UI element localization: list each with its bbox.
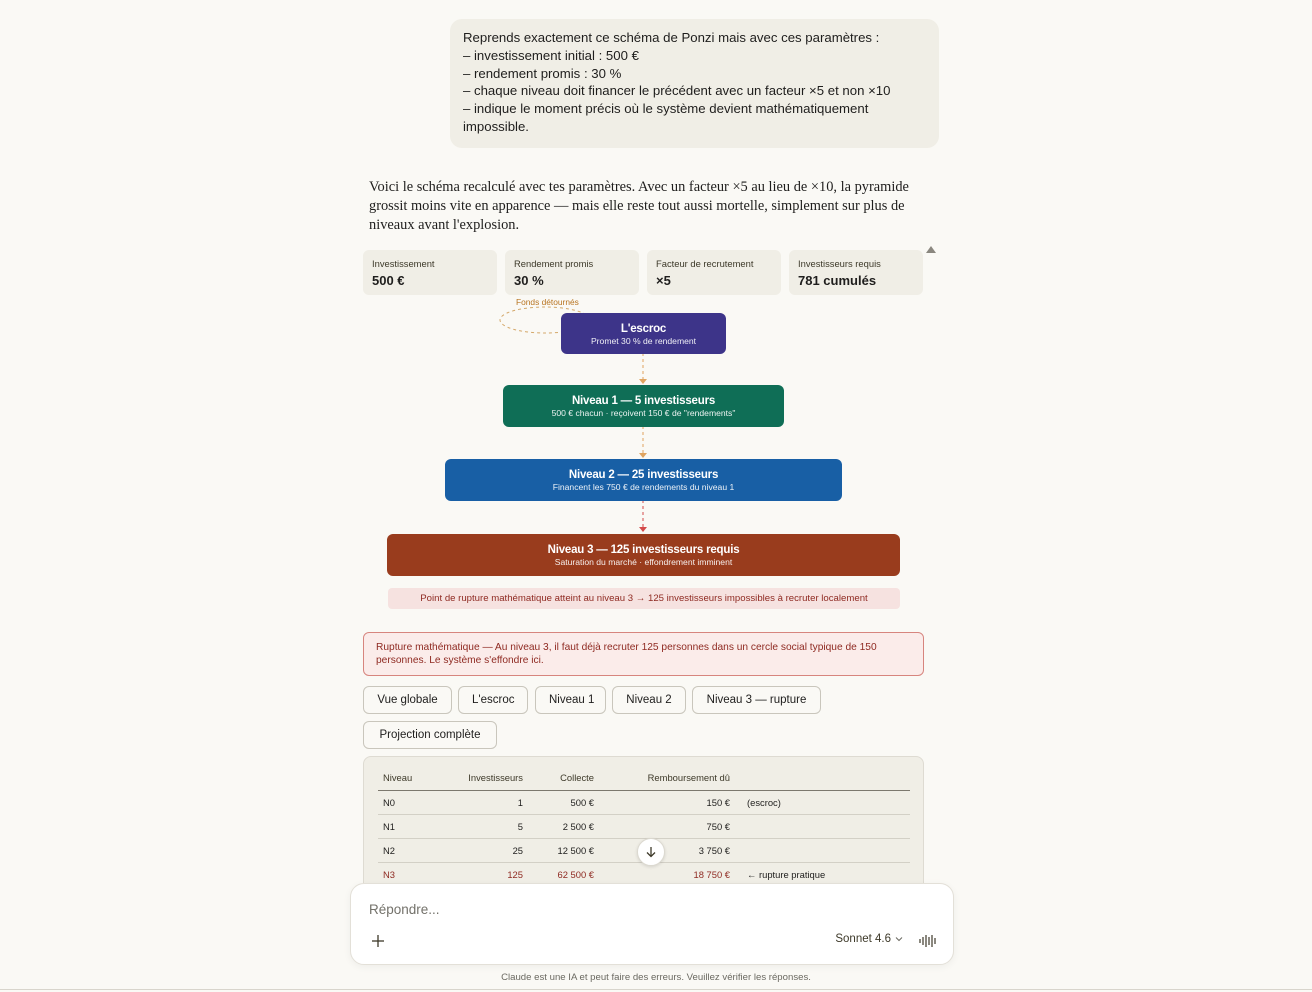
cell: N2 xyxy=(378,839,438,863)
reply-input[interactable]: Répondre... xyxy=(369,902,440,917)
cell: N3 xyxy=(378,863,438,887)
cell: 150 € xyxy=(599,791,735,815)
tab-full-projection[interactable]: Projection complète xyxy=(363,721,497,749)
ponzi-diagram xyxy=(363,295,924,615)
scroll-to-bottom-button[interactable] xyxy=(637,838,665,866)
node-title: Niveau 1 — 5 investisseurs xyxy=(571,395,716,407)
column-header: Collecte xyxy=(528,769,599,791)
tab-scammer[interactable]: L'escroc xyxy=(458,686,528,714)
node-scammer[interactable] xyxy=(561,313,726,354)
stat-card-investors xyxy=(789,250,923,295)
projection-table xyxy=(378,769,910,887)
table-row xyxy=(378,791,910,815)
assistant-intro-text: Voici le schéma recalculé avec tes paramètres. Avec un facteur ×5 au lieu de ×10, la pyramide grossit moins vite en apparence — mais elle reste tout aussi mortelle, simplement sur plus de niveaux avant l'explosion. xyxy=(369,179,909,234)
cell: N1 xyxy=(378,815,438,839)
stat-label: Investisseurs requis xyxy=(798,258,881,269)
node-title: Niveau 2 — 25 investisseurs xyxy=(568,469,719,481)
cell: 125 xyxy=(438,863,528,887)
cell: 2 500 € xyxy=(528,815,599,839)
tab-global-view[interactable]: Vue globale xyxy=(363,686,452,714)
node-level-1[interactable] xyxy=(503,385,784,427)
column-header: Remboursement dû xyxy=(599,769,735,791)
node-title: L'escroc xyxy=(620,323,667,335)
cell xyxy=(735,839,910,863)
stat-value: 781 cumulés xyxy=(798,273,877,288)
tab-level-2[interactable]: Niveau 2 xyxy=(612,686,686,714)
user-message-line: – indique le moment précis où le système devient mathématiquement impossible. xyxy=(463,101,869,134)
connector-arrow-icon xyxy=(639,527,647,532)
cell: 62 500 € xyxy=(528,863,599,887)
node-subtitle: Promet 30 % de rendement xyxy=(590,336,697,346)
cell: (escroc) xyxy=(735,791,910,815)
cell: 12 500 € xyxy=(528,839,599,863)
cell: 1 xyxy=(438,791,528,815)
stat-label: Facteur de recrutement xyxy=(656,258,754,269)
bottom-divider xyxy=(0,989,1312,990)
cell: 25 xyxy=(438,839,528,863)
column-header xyxy=(735,769,910,791)
node-subtitle: Saturation du marché · effondrement imminent xyxy=(554,557,733,567)
stat-value: 30 % xyxy=(514,273,544,288)
disclaimer-text: Claude est une IA et peut faire des erreurs. Veuillez vérifier les réponses. xyxy=(501,972,811,983)
stat-label: Investissement xyxy=(372,258,435,269)
stat-value: ×5 xyxy=(656,273,671,288)
user-message-bubble xyxy=(450,19,939,148)
voice-mode-icon[interactable] xyxy=(918,933,938,949)
plus-icon[interactable] xyxy=(369,932,387,950)
node-level-2[interactable] xyxy=(445,459,842,501)
cell: 500 € xyxy=(528,791,599,815)
tab-level-1[interactable]: Niveau 1 xyxy=(535,686,606,714)
diverted-funds-label: Fonds détournés xyxy=(516,297,579,307)
cell: 750 € xyxy=(599,815,735,839)
connector-arrow-icon xyxy=(639,379,647,384)
node-subtitle: 500 € chacun · reçoivent 150 € de "rendements" xyxy=(551,408,736,418)
scroll-up-arrow-icon[interactable] xyxy=(926,246,936,253)
column-header: Investisseurs xyxy=(438,769,528,791)
node-subtitle: Financent les 750 € de rendements du niveau 1 xyxy=(552,482,735,492)
projection-table-card xyxy=(363,756,924,896)
arrow-down-icon xyxy=(645,846,657,858)
user-message-line: – chaque niveau doit financer le précédent avec un facteur ×5 et non ×10 xyxy=(463,83,891,99)
tab-level-3-rupture[interactable]: Niveau 3 — rupture xyxy=(692,686,821,714)
user-message-line: – investissement initial : 500 € xyxy=(463,47,639,63)
user-message-line: – rendement promis : 30 % xyxy=(463,65,622,81)
chevron-down-icon xyxy=(895,936,903,942)
cell: 3 750 € xyxy=(599,839,735,863)
cell: ← rupture pratique xyxy=(735,863,910,887)
stat-card-return xyxy=(505,250,639,295)
stat-card-investment xyxy=(363,250,497,295)
cell: 18 750 € xyxy=(599,863,735,887)
stat-value: 500 € xyxy=(372,273,405,288)
cell xyxy=(735,815,910,839)
stat-card-factor xyxy=(647,250,781,295)
model-name: Sonnet 4.6 xyxy=(835,933,891,945)
node-level-3[interactable] xyxy=(387,534,900,576)
column-header: Niveau xyxy=(378,769,438,791)
user-message-line: Reprends exactement ce schéma de Ponzi mais avec ces paramètres : xyxy=(463,30,880,45)
stat-label: Rendement promis xyxy=(514,258,594,269)
connector-arrow-icon xyxy=(639,453,647,458)
model-selector[interactable] xyxy=(835,933,903,945)
message-composer xyxy=(350,883,954,965)
node-title: Niveau 3 — 125 investisseurs requis xyxy=(547,544,740,556)
table-row xyxy=(378,815,910,839)
table-header-row xyxy=(378,769,910,791)
cell: N0 xyxy=(378,791,438,815)
cell: 5 xyxy=(438,815,528,839)
rupture-alert: Rupture mathématique — Au niveau 3, il faut déjà recruter 125 personnes dans un cercle social typique de 150 personnes. Le système s'effondre ici. xyxy=(363,632,924,676)
rupture-point-note: Point de rupture mathématique atteint au niveau 3 → 125 investisseurs impossibles à recruter localement xyxy=(388,588,900,609)
